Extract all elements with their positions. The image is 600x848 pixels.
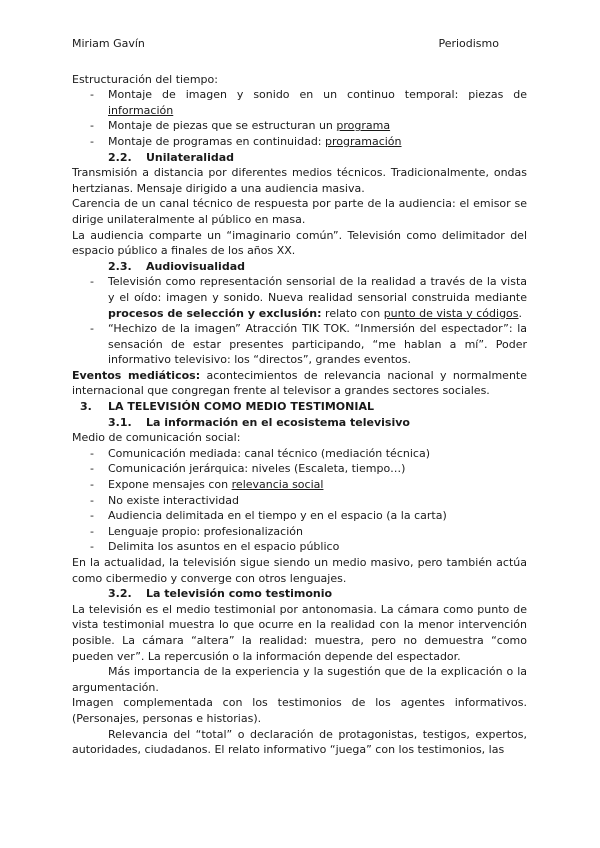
- list-item: - Comunicación jerárquica: niveles (Escaleta, tiempo…): [72, 461, 527, 477]
- heading-3-1: 3.1. La información en el ecosistema televisivo: [108, 415, 410, 429]
- list-item: - Lenguaje propio: profesionalización: [72, 524, 527, 540]
- paragraph: Eventos mediáticos: acontecimientos de relevancia nacional y normalmente internacional que congregan frente al televisor a grandes sectores sociales.: [72, 368, 527, 398]
- paragraph: En la actualidad, la televisión sigue siendo un medio masivo, pero también actúa como cibermedio y converge con otros lenguajes.: [72, 556, 527, 585]
- list-item: - Televisión como representación sensorial de la realidad a través de la vista y el oído: imagen y sonido. Nueva realidad sensorial construida mediante procesos de selección y exclusión: relato con punto de vista y códigos.: [72, 274, 527, 321]
- time-structure-list: [72, 87, 527, 149]
- link-programa[interactable]: programa: [336, 119, 391, 133]
- heading-3: 3. LA TELEVISIÓN COMO MEDIO TESTIMONIAL: [80, 400, 374, 414]
- paragraph: La televisión es el medio testimonial por antonomasia. La cámara como punto de vista testimonial muestra lo que ocurre en la realidad con la menor intervención posible. La cámara “altera” la realidad: muestra, pero no demuestra “como pueden ver”. La repercusión o la información depende del espectador.: [72, 602, 527, 663]
- social-media-list: [72, 446, 527, 555]
- page-header: [72, 36, 527, 52]
- link-informacion[interactable]: información: [108, 103, 174, 117]
- link-relevancia-social[interactable]: relevancia social: [231, 478, 324, 492]
- list-item: - Montaje de programas en continuidad: programación: [72, 134, 527, 150]
- heading-2-2: 2.2. Unilateralidad: [108, 150, 235, 164]
- link-programacion[interactable]: programación: [325, 134, 402, 148]
- intro-line: Estructuración del tiempo:: [72, 72, 218, 86]
- paragraph: Imagen complementada con los testimonios de los agentes informativos. (Personajes, personas e historias).: [72, 696, 527, 725]
- header-author: Miriam Gavín: [72, 37, 145, 50]
- audiovisual-list: [72, 274, 527, 368]
- list-item: - Expone mensajes con relevancia social: [72, 477, 527, 493]
- list-item: - Delimita los asuntos en el espacio público: [72, 539, 527, 555]
- paragraph: Medio de comunicación social:: [72, 431, 241, 445]
- heading-2-3: 2.3. Audiovisualidad: [108, 259, 245, 273]
- list-item: - No existe interactividad: [72, 493, 527, 509]
- paragraph: La audiencia comparte un “imaginario común”. Televisión como delimitador del espacio público a finales de los años XX.: [72, 228, 527, 258]
- header-subject: Periodismo: [438, 37, 499, 50]
- paragraph: Más importancia de la experiencia y la sugestión que de la explicación o la argumentación.: [72, 665, 527, 694]
- paragraph: Transmisión a distancia por diferentes medios técnicos. Tradicionalmente, ondas hertzianas. Mensaje dirigido a una audiencia masiva.: [72, 166, 527, 195]
- document-page: [72, 36, 527, 758]
- paragraph: Carencia de un canal técnico de respuesta por parte de la audiencia: el emisor se dirige unilateralmente al público en masa.: [72, 197, 527, 226]
- list-item: - Comunicación mediada: canal técnico (mediación técnica): [72, 446, 527, 462]
- list-item: - “Hechizo de la imagen” Atracción TIK TOK. “Inmersión del espectador”: la sensación de estar presentes participando, “me hablan a mí”. Poder informativo televisivo: los “directos”, grandes eventos.: [72, 321, 527, 368]
- paragraph: Relevancia del “total” o declaración de protagonistas, testigos, expertos, autoridades, ciudadanos. El relato informativo “juega” con los testimonios, las: [72, 727, 527, 757]
- heading-3-2: 3.2. La televisión como testimonio: [108, 587, 333, 601]
- list-item: - Montaje de piezas que se estructuran un programa: [72, 118, 527, 134]
- list-item: - Audiencia delimitada en el tiempo y en el espacio (a la carta): [72, 508, 527, 524]
- list-item: - Montaje de imagen y sonido en un continuo temporal: piezas de información: [72, 87, 527, 118]
- link-punto-de-vista[interactable]: punto de vista y códigos: [383, 306, 519, 320]
